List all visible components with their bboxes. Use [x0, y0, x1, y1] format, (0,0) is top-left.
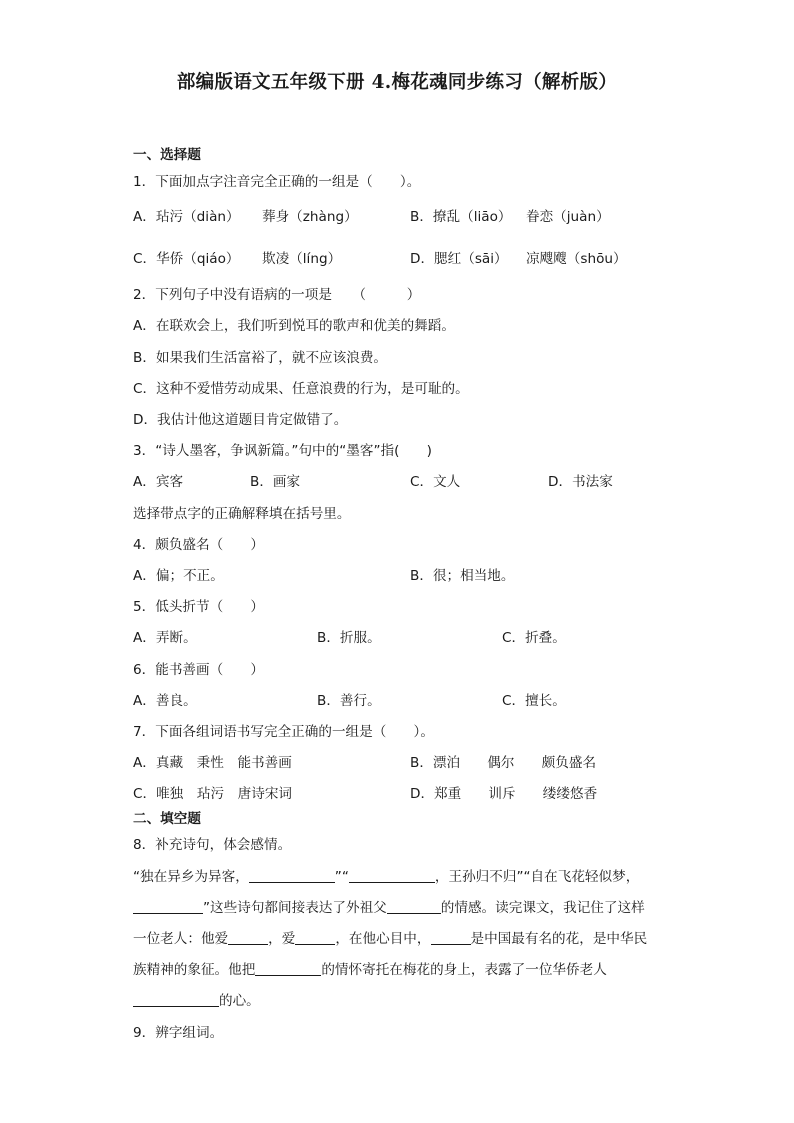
q3-option-b: B．画家: [250, 474, 301, 490]
answer-blank[interactable]: [133, 992, 219, 1007]
q2-option-c: C．这种不爱惜劳动成果、任意浪费的行为，是可耻的。: [133, 381, 469, 397]
q4-option-a: A．偏；不正。: [133, 568, 224, 584]
q8-line-1: [133, 868, 639, 886]
question-2-stem: 2．下列句子中没有语病的一项是 （ ）: [133, 287, 421, 303]
question-9-stem: 9．辨字组词。: [133, 1025, 224, 1041]
q6-option-b: B．善行。: [317, 693, 381, 709]
question-6-stem: 6．能书善画（ ）: [133, 662, 264, 678]
q1-option-c-word1: C．华侨（qiáo）: [133, 251, 240, 267]
question-7-stem: 7．下面各组词语书写完全正确的一组是（ ）。: [133, 724, 434, 740]
q3-option-d: D．书法家: [548, 474, 613, 490]
q4-option-b: B．很；相当地。: [410, 568, 515, 584]
q1-option-a-word2: 葬身（zhàng）: [262, 209, 358, 225]
answer-blank[interactable]: [349, 868, 435, 883]
q2-option-b: B．如果我们生活富裕了，就不应该浪费。: [133, 350, 388, 366]
question-3-stem: 3．“诗人墨客，争讽新篇。”句中的“墨客”指( ): [133, 443, 432, 459]
q8-text: 的情怀寄托在梅花的身上，表露了一位华侨老人: [321, 962, 607, 978]
q6-option-c: C．擅长。: [502, 693, 566, 709]
q2-option-d: D．我估计他这道题目肯定做错了。: [133, 412, 348, 428]
q8-text: 一位老人：他爱: [133, 931, 229, 947]
q1-option-d-word2: 凉飕飕（shōu）: [526, 251, 627, 267]
answer-blank[interactable]: [249, 868, 335, 883]
section-heading-fill: 二、填空题: [133, 811, 201, 827]
question-1-stem: 1．下面加点字注音完全正确的一组是（ ）。: [133, 174, 421, 190]
q1-option-c-word2: 欺凌（líng）: [262, 251, 342, 267]
q5-option-b: B．折服。: [317, 630, 381, 646]
q6-option-a: A．善良。: [133, 693, 197, 709]
q8-text: ，王孙归不归”“自在飞花轻似梦，: [434, 869, 640, 885]
q3-option-a: A．宾客: [133, 474, 184, 490]
q8-line-3: [133, 930, 647, 948]
q8-line-2: [133, 899, 645, 917]
q8-text: ”“: [334, 869, 349, 885]
q8-text: ”这些诗句都间接表达了外祖父: [203, 900, 387, 916]
q5-option-a: A．弄断。: [133, 630, 197, 646]
answer-blank[interactable]: [295, 930, 335, 945]
q8-line-4: [133, 961, 607, 979]
question-8-stem: 8．补充诗句，体会感情。: [133, 837, 292, 853]
q1-option-d-word1: D．腮红（sāi）: [410, 251, 508, 267]
q7-option-c: C．唯独 玷污 唐诗宋词: [133, 786, 293, 802]
q8-text: 的心。: [219, 993, 260, 1009]
q8-text: 是中国最有名的花，是中华民: [470, 931, 648, 947]
q1-option-b-word1: B．撩乱（liāo）: [410, 209, 512, 225]
q8-line-5: [133, 992, 260, 1010]
answer-blank[interactable]: [228, 930, 268, 945]
q5-option-c: C．折叠。: [502, 630, 566, 646]
q1-option-b-word2: 眷恋（juàn）: [526, 209, 610, 225]
question-5-stem: 5．低头折节（ ）: [133, 599, 264, 615]
section-heading-choice: 一、选择题: [133, 147, 201, 163]
answer-blank[interactable]: [431, 930, 471, 945]
answer-blank[interactable]: [255, 961, 321, 976]
q8-text: 的情感。读完课文，我记住了这样: [440, 900, 645, 916]
instruction-text: 选择带点字的正确解释填在括号里。: [133, 506, 351, 522]
q8-text: ，爱: [268, 931, 296, 947]
q1-option-a-word1: A．玷污（diàn）: [133, 209, 240, 225]
answer-blank[interactable]: [133, 899, 203, 914]
q8-text: 族精神的象征。他把: [133, 962, 256, 978]
question-4-stem: 4．颇负盛名（ ）: [133, 537, 264, 553]
q8-text: “独在异乡为异客，: [133, 869, 249, 885]
q7-option-b: B．漂泊 偶尔 颇负盛名: [410, 755, 597, 771]
q8-text: ，在他心目中，: [335, 931, 431, 947]
document-title: 部编版语文五年级下册 4.梅花魂同步练习（解析版）: [176, 72, 618, 93]
q3-option-c: C．文人: [410, 474, 461, 490]
q2-option-a: A．在联欢会上，我们听到悦耳的歌声和优美的舞蹈。: [133, 318, 455, 334]
q7-option-d: D．郑重 训斥 缕缕悠香: [410, 786, 598, 802]
q7-option-a: A．真藏 秉性 能书善画: [133, 755, 292, 771]
answer-blank[interactable]: [387, 899, 441, 914]
